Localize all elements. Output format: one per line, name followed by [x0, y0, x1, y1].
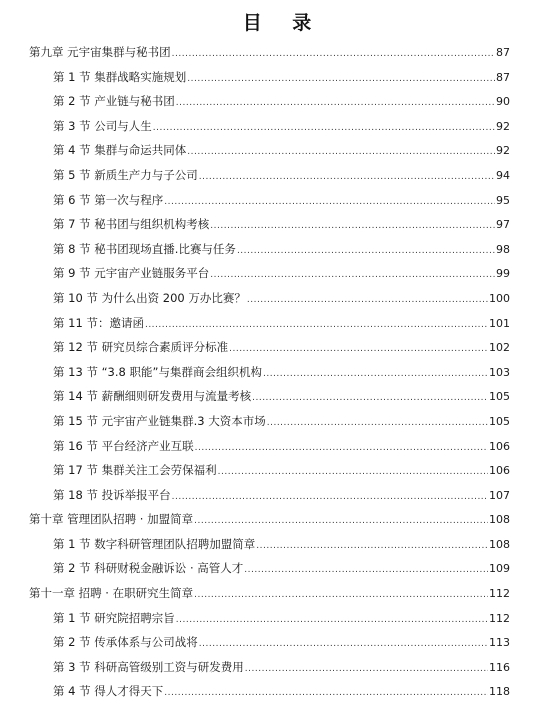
toc-page-number: 112	[489, 611, 510, 625]
toc-page-number: 105	[489, 414, 510, 428]
toc-page-number: 92	[496, 119, 510, 133]
toc-section-entry[interactable]	[0, 655, 554, 680]
toc-section-entry[interactable]	[0, 286, 554, 311]
toc-page-number: 94	[496, 168, 510, 182]
toc-page-number: 109	[489, 562, 510, 576]
toc-section-entry[interactable]	[0, 360, 554, 385]
toc-entry-label: 第 4 节 得人才得天下	[53, 684, 164, 699]
toc-entry-label: 第 2 节 产业链与秘书团	[53, 94, 175, 109]
toc-dot-leader	[172, 485, 488, 510]
toc-dot-leader	[195, 436, 488, 461]
toc-page-number: 116	[489, 660, 510, 674]
toc-entry-label: 第 14 节 薪酬细则研发费用与流量考核	[53, 389, 252, 404]
toc-section-entry[interactable]	[0, 65, 554, 90]
toc-section-entry[interactable]	[0, 483, 554, 508]
toc-section-entry[interactable]	[0, 606, 554, 631]
toc-entry-label: 第 6 节 第一次与程序	[53, 192, 164, 207]
toc-entry-label: 第 16 节 平台经济产业互联	[53, 438, 194, 453]
toc-entry-label: 第 12 节 研究员综合素质评分标准	[53, 340, 229, 355]
toc-chapter-entry[interactable]	[0, 40, 554, 65]
toc-section-entry[interactable]	[0, 556, 554, 581]
toc-dot-leader	[153, 116, 495, 141]
toc-dot-leader	[172, 42, 495, 67]
toc-section-entry[interactable]	[0, 434, 554, 459]
toc-dot-leader	[229, 337, 488, 362]
toc-chapter-entry[interactable]	[0, 581, 554, 606]
toc-entry-label: 第 1 节 集群战略实施规划	[53, 69, 187, 84]
toc-page-number: 106	[489, 464, 510, 478]
toc-page-number: 113	[489, 636, 510, 650]
toc-dot-leader	[267, 411, 488, 436]
toc-page-number: 87	[496, 46, 510, 59]
toc-dot-leader	[194, 509, 488, 534]
toc-dot-leader	[218, 460, 488, 485]
toc-section-entry[interactable]	[0, 261, 554, 286]
toc-section-entry[interactable]	[0, 679, 554, 704]
toc-page-number: 95	[496, 193, 510, 207]
toc-entry-label: 第 8 节 秘书团现场直播.比赛与任务	[53, 241, 236, 256]
toc-dot-leader	[244, 558, 488, 583]
toc-dot-leader	[164, 190, 495, 215]
toc-dot-leader	[210, 214, 495, 239]
toc-page-number: 98	[496, 242, 510, 256]
toc-dot-leader	[245, 657, 488, 682]
toc-dot-leader	[145, 313, 488, 338]
toc-dot-leader	[176, 91, 495, 116]
toc-dot-leader	[194, 583, 488, 608]
toc-entry-label: 第 3 节 公司与人生	[53, 118, 152, 133]
toc-dot-leader	[187, 67, 495, 92]
toc-entry-label: 第 13 节 “3.8 职能”与集群商会组织机构	[53, 364, 262, 379]
toc-page-number: 97	[496, 218, 510, 232]
toc-entry-label: 第十一章 招聘 · 在职研究生简章	[29, 586, 194, 601]
toc-section-entry[interactable]	[0, 458, 554, 483]
toc-page-number: 107	[489, 488, 510, 502]
toc-page-number: 87	[496, 70, 510, 84]
toc-section-entry[interactable]	[0, 311, 554, 336]
toc-entry-label: 第 11 节：邀请函	[53, 315, 144, 330]
toc-section-entry[interactable]	[0, 138, 554, 163]
toc-entry-label: 第 2 节 科研财税金融诉讼 · 高管人才	[53, 561, 244, 576]
toc-title: 目 录	[242, 12, 324, 34]
toc-section-entry[interactable]	[0, 188, 554, 213]
toc-section-entry[interactable]	[0, 384, 554, 409]
toc-section-entry[interactable]	[0, 409, 554, 434]
toc-page-number: 106	[489, 439, 510, 453]
toc-section-entry[interactable]	[0, 89, 554, 114]
toc-list	[0, 40, 554, 704]
toc-section-entry[interactable]	[0, 335, 554, 360]
toc-page-number: 102	[489, 341, 510, 355]
toc-dot-leader	[247, 288, 488, 313]
toc-section-entry[interactable]	[0, 237, 554, 262]
toc-entry-label: 第 3 节 科研高管级别工资与研发费用	[53, 659, 244, 674]
toc-dot-leader	[237, 239, 495, 264]
toc-dot-leader	[252, 386, 488, 411]
toc-entry-label: 第 15 节 元宇宙产业链集群.3 大资本市场	[53, 413, 266, 428]
toc-page-number: 108	[489, 513, 510, 527]
toc-page-number: 99	[496, 267, 510, 281]
toc-section-entry[interactable]	[0, 114, 554, 139]
toc-entry-label: 第 18 节 投诉举报平台	[53, 487, 171, 502]
toc-dot-leader	[187, 140, 495, 165]
toc-page-number: 101	[489, 316, 510, 330]
toc-entry-label: 第 2 节 传承体系与公司战将	[53, 635, 198, 650]
toc-section-entry[interactable]	[0, 630, 554, 655]
toc-dot-leader	[199, 632, 488, 657]
toc-dot-leader	[164, 681, 488, 706]
toc-section-entry[interactable]	[0, 532, 554, 557]
toc-dot-leader	[256, 534, 488, 559]
toc-page-number: 112	[489, 587, 510, 601]
toc-section-entry[interactable]	[0, 163, 554, 188]
toc-dot-leader	[210, 263, 495, 288]
toc-dot-leader	[263, 362, 488, 387]
toc-page-number: 105	[489, 390, 510, 404]
toc-dot-leader	[199, 165, 495, 190]
toc-entry-label: 第 4 节 集群与命运共同体	[53, 143, 187, 158]
toc-page-number: 100	[489, 291, 510, 305]
toc-entry-label: 第 10 节 为什么出资 200 万办比赛？	[53, 290, 246, 305]
toc-entry-label: 第 7 节 秘书团与组织机构考核	[53, 217, 210, 232]
toc-entry-label: 第 1 节 研究院招聘宗旨	[53, 610, 175, 625]
toc-entry-label: 第十章 管理团队招聘 · 加盟简章	[29, 512, 194, 527]
toc-section-entry[interactable]	[0, 212, 554, 237]
toc-page-number: 103	[489, 365, 510, 379]
toc-entry-label: 第九章 元宇宙集群与秘书团	[29, 45, 171, 59]
toc-page-number: 108	[489, 537, 510, 551]
toc-chapter-entry[interactable]	[0, 507, 554, 532]
toc-dot-leader	[176, 608, 488, 633]
toc-page-number: 92	[496, 144, 510, 158]
toc-entry-label: 第 9 节 元宇宙产业链服务平台	[53, 266, 210, 281]
toc-entry-label: 第 1 节 数字科研管理团队招聘加盟简章	[53, 536, 256, 551]
toc-page-number: 90	[496, 95, 510, 109]
toc-page-number: 118	[489, 685, 510, 699]
toc-entry-label: 第 17 节 集群关注工会劳保福利	[53, 463, 217, 478]
toc-entry-label: 第 5 节 新质生产力与子公司	[53, 167, 198, 182]
